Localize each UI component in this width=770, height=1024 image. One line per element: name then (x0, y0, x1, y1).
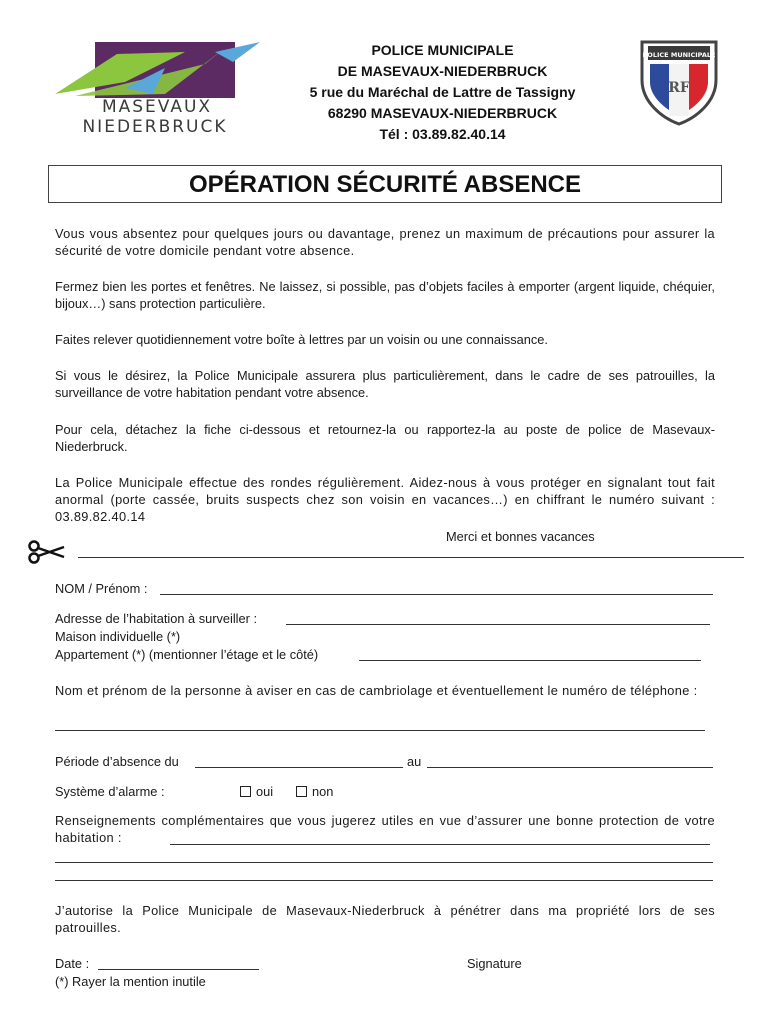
periode-label: Période d’absence du (55, 754, 179, 769)
nom-label: NOM / Prénom : (55, 581, 148, 596)
appartement-field[interactable] (359, 660, 701, 661)
mailbox-paragraph: Faites relever quotidiennement votre boîte à lettres par un voisin ou une connaissance. (55, 332, 548, 347)
contact-field[interactable] (55, 730, 705, 731)
signature-label: Signature (467, 956, 522, 971)
date-label: Date : (55, 956, 90, 971)
police-badge-icon (636, 36, 722, 126)
alarme-label: Système d’alarme : (55, 784, 165, 799)
masevaux-niederbruck-logo (55, 38, 265, 138)
report-paragraph: La Police Municipale effectue des rondes régulièrement. Aidez-nous à vous protéger en signalant tout fait anormal (porte cassée, bruits suspects chez son voisin en vacances…) en chiffrant le numéro suivant : 03.89.82.40.14 (55, 475, 715, 524)
header-line: DE MASEVAUX-NIEDERBRUCK (337, 63, 548, 79)
alarme-non-option[interactable] (296, 783, 333, 800)
renseignements-field-3[interactable] (55, 880, 713, 881)
badge-text: POLICE MUNICIPALE (642, 51, 716, 59)
badge-monogram: RF (668, 80, 690, 96)
adresse-field[interactable] (286, 624, 710, 625)
note-text: (*) Rayer la mention inutile (55, 974, 206, 989)
periode-end-field[interactable] (427, 767, 713, 768)
header-line: 68290 MASEVAUX-NIEDERBRUCK (327, 105, 558, 121)
page-title: OPÉRATION SÉCURITÉ ABSENCE (188, 171, 582, 198)
renseignements-label: Renseignements complémentaires que vous jugerez utiles en vue d’assurer une bonne protection de votre habitation : (55, 813, 715, 845)
header-line: POLICE MUNICIPALE (371, 42, 514, 58)
intro-paragraph: Vous vous absentez pour quelques jours ou davantage, prenez un maximum de précautions pour assurer la sécurité de votre domicile pendant votre absence. (55, 226, 715, 258)
scissors-icon (26, 540, 66, 564)
adresse-label: Adresse de l’habitation à surveiller : (55, 611, 258, 626)
alarme-oui-option[interactable] (240, 783, 273, 800)
renseignements-field-1[interactable] (170, 844, 710, 845)
advice-paragraph: Fermez bien les portes et fenêtres. Ne laissez, si possible, pas d’objets faciles à emporter (argent liquide, chéquier, bijoux…) sans protection particulière. (55, 279, 715, 311)
oui-label: oui (256, 784, 274, 799)
thanks-text: Merci et bonnes vacances (446, 529, 595, 544)
patrol-paragraph: Si vous le désirez, la Police Municipale assurera plus particulièrement, dans le cadre de ses patrouilles, la surveillance de votre habitation pendant votre absence. (55, 368, 715, 400)
oui-checkbox[interactable] (240, 786, 251, 797)
maison-label: Maison individuelle (*) (55, 629, 181, 644)
logo-line1: MASEVAUX (101, 97, 213, 117)
cut-line (78, 557, 744, 558)
renseignements-field-2[interactable] (55, 862, 713, 863)
appartement-label: Appartement (*) (mentionner l’étage et le côté) (55, 647, 319, 662)
detach-paragraph: Pour cela, détachez la fiche ci-dessous et retournez-la ou rapportez-la au poste de police de Masevaux-Niederbruck. (55, 422, 715, 454)
nom-field[interactable] (160, 594, 713, 595)
header-line: 5 rue du Maréchal de Lattre de Tassigny (309, 84, 576, 100)
periode-start-field[interactable] (195, 767, 403, 768)
contact-label: Nom et prénom de la personne à aviser en cas de cambriolage et éventuellement le numéro de téléphone : (55, 683, 698, 698)
header-line: Tél : 03.89.82.40.14 (379, 126, 506, 142)
au-label: au (407, 754, 422, 769)
logo-line2: NIEDERBRUCK (82, 117, 228, 137)
title-box (48, 165, 722, 203)
non-checkbox[interactable] (296, 786, 307, 797)
non-label: non (312, 784, 334, 799)
date-field[interactable] (98, 969, 259, 970)
header-address (270, 40, 615, 145)
autorisation-text: J’autorise la Police Municipale de Masevaux-Niederbruck à pénétrer dans ma propriété lors de ses patrouilles. (55, 903, 715, 935)
